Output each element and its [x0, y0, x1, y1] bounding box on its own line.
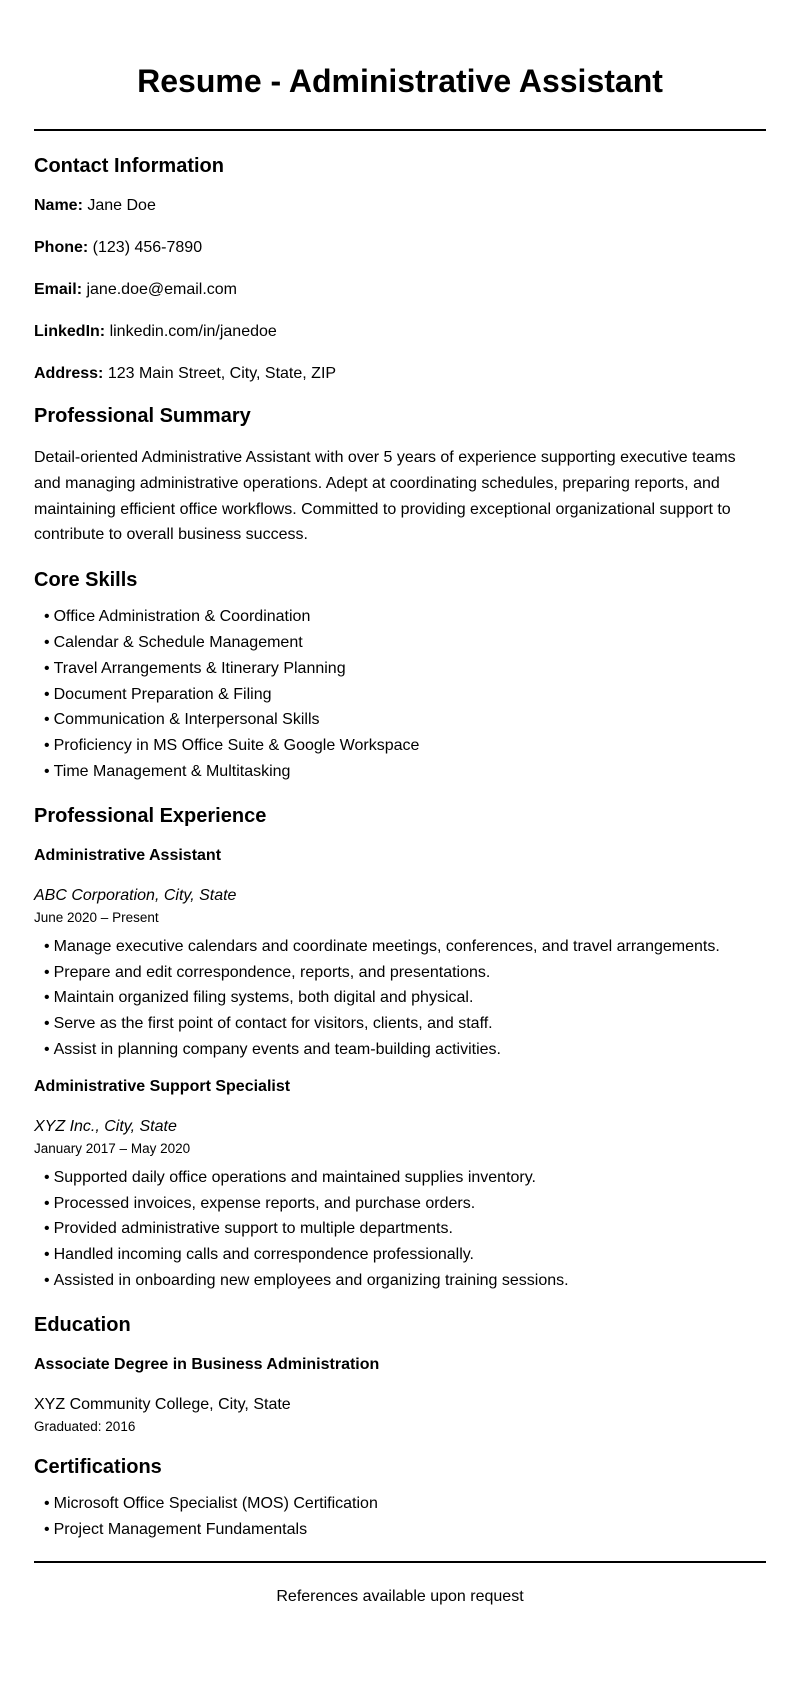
list-item — [44, 1011, 766, 1037]
duty-text: Handled incoming calls and correspondence professionally. — [53, 1246, 474, 1264]
experience-section — [34, 804, 766, 1294]
duty-text: Manage executive calendars and coordinate meetings, conferences, and travel arrangements. — [53, 937, 720, 955]
bullet-icon: • — [44, 1494, 50, 1512]
bullet-icon: • — [44, 937, 50, 955]
contact-section — [34, 154, 766, 384]
contact-heading: Contact Information — [34, 155, 224, 177]
bullet-icon: • — [44, 1220, 50, 1238]
title-divider — [34, 129, 766, 131]
linkedin-value: linkedin.com/in/janedoe — [109, 323, 277, 340]
page-title: Resume - Administrative Assistant — [137, 63, 663, 99]
job-duties-list — [34, 1165, 766, 1294]
certification-text: Project Management Fundamentals — [53, 1520, 308, 1538]
list-item — [44, 759, 766, 785]
job-title: Administrative Assistant — [34, 846, 222, 864]
contact-name — [34, 196, 766, 216]
summary-section — [34, 404, 766, 548]
address-value: 123 Main Street, City, State, ZIP — [107, 365, 337, 382]
bullet-icon: • — [44, 711, 50, 729]
list-item — [44, 960, 766, 986]
bullet-icon: • — [44, 608, 50, 626]
name-label: Name: — [34, 197, 83, 214]
skill-text: Travel Arrangements & Itinerary Planning — [53, 659, 346, 677]
school-name: XYZ Community College, City, State — [34, 1395, 291, 1413]
certification-text: Microsoft Office Specialist (MOS) Certification — [53, 1494, 378, 1512]
certifications-heading: Certifications — [34, 1455, 162, 1478]
duty-text: Maintain organized filing systems, both digital and physical. — [53, 989, 474, 1007]
skill-text: Calendar & Schedule Management — [53, 633, 303, 651]
bullet-icon: • — [44, 685, 50, 703]
contact-linkedin — [34, 322, 766, 342]
duty-text: Assist in planning company events and team-building activities. — [53, 1040, 501, 1058]
list-item — [44, 707, 766, 733]
duty-text: Assisted in onboarding new employees and organizing training sessions. — [53, 1271, 569, 1289]
list-item — [44, 630, 766, 656]
education-heading: Education — [34, 1313, 131, 1336]
duty-text: Prepare and edit correspondence, reports, and presentations. — [53, 963, 491, 981]
certifications-section — [34, 1455, 766, 1543]
skill-text: Communication & Interpersonal Skills — [53, 711, 320, 729]
list-item — [44, 1165, 766, 1191]
bullet-icon: • — [44, 762, 50, 780]
phone-value: (123) 456-7890 — [92, 239, 203, 256]
skills-heading: Core Skills — [34, 569, 138, 592]
bullet-icon: • — [44, 1246, 50, 1264]
bullet-icon: • — [44, 633, 50, 651]
list-item — [44, 1268, 766, 1294]
list-item — [44, 1191, 766, 1217]
list-item — [44, 1242, 766, 1268]
bullet-icon: • — [44, 1015, 50, 1033]
phone-label: Phone: — [34, 239, 89, 256]
list-item — [44, 1037, 766, 1063]
job-dates: June 2020 – Present — [34, 909, 159, 925]
bullet-icon: • — [44, 1194, 50, 1212]
list-item — [44, 1216, 766, 1242]
list-item — [44, 934, 766, 960]
address-label: Address: — [34, 365, 104, 382]
list-item — [44, 733, 766, 759]
bullet-icon: • — [44, 963, 50, 981]
footer-divider — [34, 1561, 766, 1563]
list-item — [44, 604, 766, 630]
bullet-icon: • — [44, 1040, 50, 1058]
duty-text: Processed invoices, expense reports, and purchase orders. — [53, 1194, 476, 1212]
duty-text: Serve as the first point of contact for visitors, clients, and staff. — [53, 1015, 493, 1033]
list-item — [44, 1491, 766, 1517]
duty-text: Provided administrative support to multiple departments. — [53, 1220, 453, 1238]
name-value: Jane Doe — [87, 197, 156, 214]
list-item — [44, 656, 766, 682]
experience-heading: Professional Experience — [34, 804, 267, 827]
bullet-icon: • — [44, 1520, 50, 1538]
degree-title: Associate Degree in Business Administration — [34, 1355, 380, 1373]
footer-note: References available upon request — [276, 1588, 524, 1606]
contact-phone — [34, 238, 766, 258]
list-item — [44, 985, 766, 1011]
bullet-icon: • — [44, 1271, 50, 1289]
bullet-icon: • — [44, 1168, 50, 1186]
linkedin-label: LinkedIn: — [34, 323, 106, 340]
bullet-icon: • — [44, 989, 50, 1007]
duty-text: Supported daily office operations and maintained supplies inventory. — [53, 1168, 536, 1186]
bullet-icon: • — [44, 737, 50, 755]
job-title: Administrative Support Specialist — [34, 1077, 291, 1095]
skill-text: Proficiency in MS Office Suite & Google Workspace — [53, 737, 420, 755]
job-dates: January 2017 – May 2020 — [34, 1140, 191, 1156]
skill-text: Document Preparation & Filing — [53, 685, 272, 703]
skills-section — [34, 568, 766, 785]
job-duties-list — [34, 934, 766, 1063]
education-section — [34, 1313, 766, 1435]
graduation-date: Graduated: 2016 — [34, 1418, 136, 1434]
summary-heading: Professional Summary — [34, 405, 251, 427]
email-value: jane.doe@email.com — [86, 281, 238, 298]
email-label: Email: — [34, 281, 83, 298]
certifications-list — [34, 1491, 766, 1543]
skill-text: Office Administration & Coordination — [53, 608, 311, 626]
contact-email — [34, 280, 766, 300]
job-company: ABC Corporation, City, State — [34, 886, 237, 904]
summary-text: Detail-oriented Administrative Assistant with over 5 years of experience supporting executive teams and managing administrative operations. Adept at coordinating schedules, preparing reports, and maintaining efficient office workflows. Committed to providing exceptional organizational support to contribute to overall business success. — [34, 449, 736, 544]
list-item — [44, 682, 766, 708]
bullet-icon: • — [44, 659, 50, 677]
job-entry — [34, 846, 766, 1063]
contact-address — [34, 364, 766, 384]
skill-text: Time Management & Multitasking — [53, 762, 291, 780]
skills-list — [34, 604, 766, 785]
job-company: XYZ Inc., City, State — [34, 1117, 177, 1135]
list-item — [44, 1517, 766, 1543]
job-entry — [34, 1077, 766, 1294]
